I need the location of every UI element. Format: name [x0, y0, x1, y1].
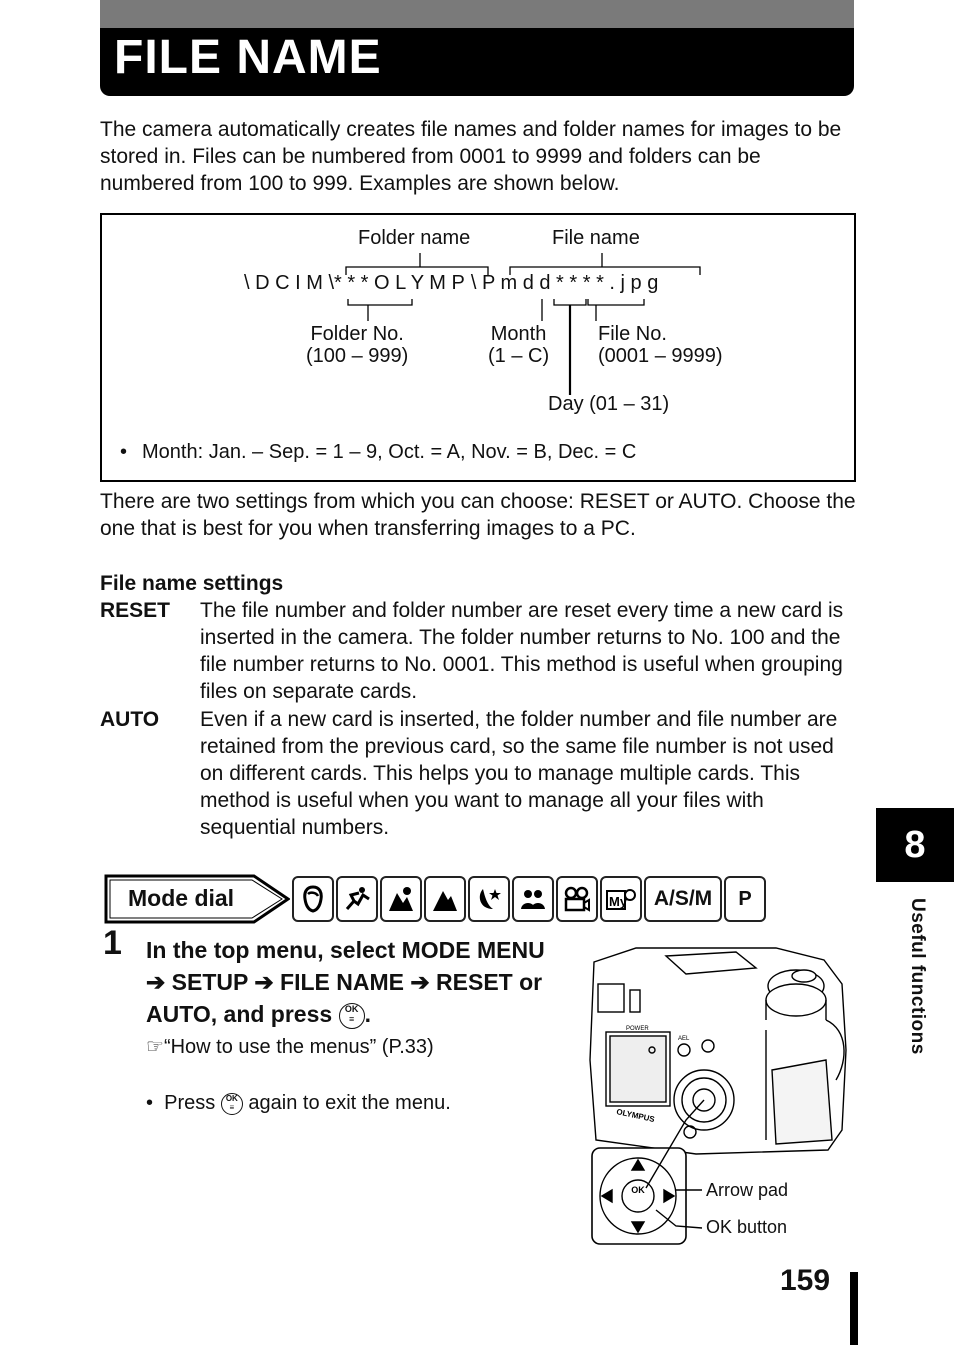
file-no-caption — [598, 323, 723, 367]
press-bullet: • — [146, 1092, 154, 1114]
auto-term: AUTO — [100, 708, 160, 731]
page-edge-bar — [850, 1272, 858, 1345]
ok-button-label: OK button — [706, 1217, 788, 1237]
file-no-range: (0001 – 9999) — [598, 345, 723, 367]
month-note-bullet: • — [120, 441, 128, 463]
step-text-3: FILE NAME — [280, 969, 404, 995]
arrow-icon: ➔ — [410, 969, 430, 995]
ok-button-icon: OK ≡ — [339, 1003, 365, 1029]
landscape-portrait-icon — [380, 876, 422, 922]
auto-description: Even if a new card is inserted, the folder number and file number are retained from the previous card, so the same file number is not used on different cards. This helps you to manage multiple cards. This method is useful when you want to manage all your files with sequential numbers. — [200, 708, 838, 839]
month-note: Month: Jan. – Sep. = 1 – 9, Oct. = A, Nov. = B, Dec. = C — [142, 441, 637, 463]
ok-button-icon: OK ≡ — [221, 1093, 243, 1115]
title-banner — [100, 0, 854, 96]
file-no-bracket — [588, 299, 644, 305]
folder-no-caption — [306, 323, 408, 367]
reset-term: RESET — [100, 599, 171, 622]
reference-icon: ☞ — [146, 1036, 164, 1058]
file-part: P m d d * * * * . j p g — [481, 272, 659, 294]
chapter-tab: 8 — [876, 808, 954, 882]
landscape-icon — [424, 876, 466, 922]
settings-heading: File name settings — [100, 572, 284, 595]
self-portrait-icon — [512, 876, 554, 922]
folder-no-bracket — [348, 299, 412, 305]
arrow-icon: ➔ — [146, 969, 166, 995]
step-text-2: SETUP — [171, 969, 248, 995]
chapter-label — [900, 898, 940, 1098]
day-bracket — [554, 299, 586, 305]
step-text-1: In the top menu, select MODE MENU — [146, 937, 545, 963]
svg-text:My: My — [609, 894, 628, 909]
path-separator: \ — [470, 272, 477, 294]
file-no-label: File No. — [598, 323, 667, 345]
arrow-pad-label: Arrow pad — [706, 1180, 789, 1200]
page-number: 159 — [780, 1264, 831, 1297]
title-banner-main — [100, 28, 854, 96]
night-scene-icon — [468, 876, 510, 922]
my-mode-icon — [600, 876, 642, 922]
intro-paragraph: The camera automatically creates file names and folder names for images to be stored in. Files can be numbered from 0001 to 9999 and folders can be numbered from 100 to 999. Examples are shown below. — [100, 118, 842, 195]
step-text-4: RESET or AUTO, and press — [146, 969, 543, 1027]
settings-intro: There are two settings from which you can choose: RESET or AUTO. Choose the one that is best for you when transferring images to a PC. — [100, 490, 856, 540]
press-note — [146, 1092, 451, 1115]
file-name-label: File name — [552, 227, 640, 249]
menu-reference — [146, 1034, 434, 1059]
step-text-end: . — [364, 1001, 371, 1027]
portrait-icon — [292, 876, 334, 922]
camera-illustration — [586, 940, 852, 1250]
folder-name-label: Folder name — [358, 227, 471, 249]
day-label: Day (01 – 31) — [548, 393, 670, 415]
month-label: Month — [490, 323, 547, 345]
inset-ok-text: OK — [631, 1185, 645, 1195]
folder-part: * * * O L Y M P — [334, 272, 465, 294]
step-number: 1 — [103, 924, 122, 962]
folder-no-label: Folder No. — [310, 323, 404, 345]
press-post: again to exit the menu. — [248, 1092, 451, 1114]
month-range: (1 – C) — [488, 345, 550, 367]
p-mode: P — [724, 876, 766, 922]
page-title: FILE NAME — [114, 31, 382, 84]
step-instruction — [146, 934, 566, 1030]
arrow-icon: ➔ — [254, 969, 274, 995]
camera-power-label: POWER — [626, 1026, 649, 1032]
month-caption — [488, 323, 549, 367]
movie-icon — [556, 876, 598, 922]
sports-icon — [336, 876, 378, 922]
file-name-diagram — [100, 213, 856, 482]
camera-brand: OLYMPUS — [615, 1107, 656, 1125]
chapter-label-text: Useful functions — [907, 898, 928, 1055]
path-prefix: \ D C I M \ — [244, 272, 334, 294]
press-pre: Press — [164, 1092, 216, 1114]
reset-description: The file number and folder number are reset every time a new card is inserted in the camera. The folder number returns to No. 100 and the file number returns to No. 0001. This method is useful when grouping files on separate cards. — [200, 599, 844, 703]
path-example — [244, 272, 658, 295]
title-banner-top — [100, 0, 854, 28]
camera-ae-label: AEL — [678, 1036, 690, 1042]
reference-text: “How to use the menus” (P.33) — [163, 1036, 434, 1058]
asm-mode: A/S/M — [644, 876, 722, 922]
mode-dial-label: Mode dial — [128, 885, 235, 911]
folder-no-range: (100 – 999) — [306, 345, 409, 367]
mode-dial-icons — [292, 876, 768, 922]
